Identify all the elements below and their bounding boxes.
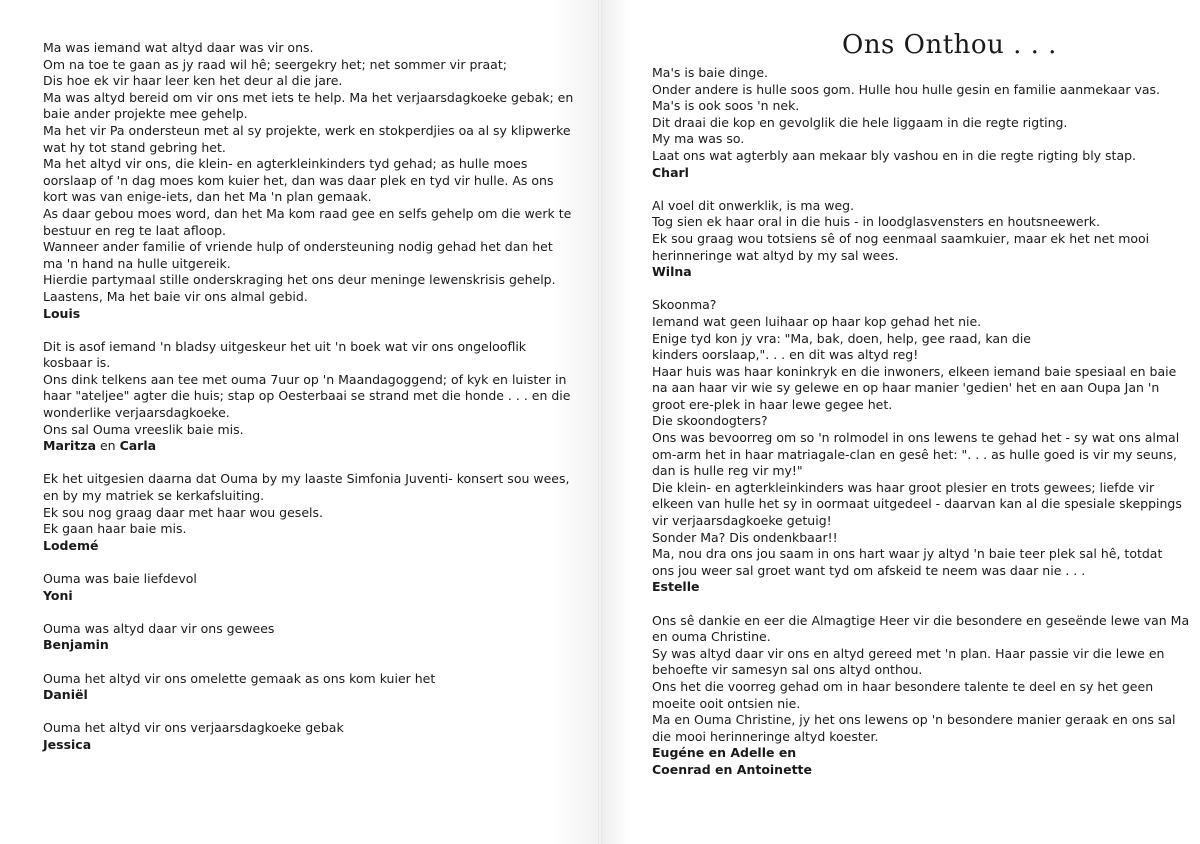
tribute-line: Ma en Ouma Christine, jy het ons lewens op 'n besondere manier geraak en ons sal [652,712,1176,728]
tribute-line: Ons sal Ouma vreeslik baie mis. [43,421,244,437]
signature-name: Carla [119,438,157,454]
tribute-line: Ouma was altyd daar vir ons gewees [43,620,275,636]
signature [43,438,588,455]
tribute-line: behoefte vir samesyn sal ons altyd onthou. [652,662,923,678]
tribute-line: Ek sou graag wou totsiens sê of nog eenmaal saamkuier, maar ek het net mooi [652,230,1150,246]
left-column [43,40,588,754]
tribute-yoni [43,571,588,604]
tribute-line: Ma het vir Pa ondersteun met al sy projekte, werk en stokperdjies oa al sy klipwerke [43,122,571,138]
tribute-line: Hierdie partymaal stille onderskraging het ons deur meninge lewenskrisis gehelp. [43,272,556,288]
tribute-line: dan is hulle reg vir my!" [652,463,803,479]
tribute-line: Haar huis was haar koninkryk en die inwoners, elkeen iemand baie spesiaal en baie [652,363,1177,379]
tribute-line: Laastens, Ma het baie vir ons almal gebid. [43,288,308,304]
tribute-line: Ma het altyd vir ons, die klein- en agterkleinkinders tyd gehad; as hulle moes [43,156,528,172]
tribute-line: Ek sou nog graag daar met haar wou gesels. [43,504,323,520]
tribute-line: om-arm het in haar matriagale-clan en gesê het: ". . . as hulle goed is vir my seuns, [652,446,1177,462]
tribute-line: Dis hoe ek vir haar leer ken het deur al die jare. [43,73,343,89]
tribute-line: ons jou weer sal groet want tyd om afskeid te neem was daar nie . . . [652,562,1086,578]
tribute-line: moeite ooit ontsien nie. [652,695,801,711]
tribute-line: Ouma het altyd vir ons omelette gemaak as ons kom kuier het [43,670,436,686]
tribute-line: Sonder Ma? Dis ondenkbaar!! [652,529,838,545]
signature: Wilna [652,264,692,280]
tribute-line: kosbaar is. [43,355,111,371]
tribute-line: My ma was so. [652,131,745,147]
tribute-line: bestuur en reg te laat afloop. [43,222,227,238]
tribute-line: groot ere-plek in haar lewe gegee het. [652,396,893,412]
tribute-line: haar "ateljee" agter die huis; stap op Oesterbaai se strand met die honde . . . en die [43,388,571,404]
signature: Coenrad en Antoinette [652,761,812,777]
tribute-line: Tog sien ek haar oral in die huis - in loodglasvensters en houtsneewerk. [652,214,1100,230]
tribute-louis [43,40,588,322]
signature-name: Maritza [43,438,97,454]
page-title: Ons Onthou . . . [842,30,1057,60]
tribute-line: Wanneer ander familie of vriende hulp of ondersteuning nodig gehad het dan het [43,239,553,255]
tribute-line: oorslaap of 'n dag moes kom kuier het, dan was daar plek en tyd vir hulle. As ons [43,172,554,188]
signature-joiner: en [96,438,120,454]
tribute-line: Ma was altyd bereid om vir ons met iets te help. Ma het verjaarsdagkoeke gebak; en [43,89,574,105]
tribute-daniel [43,671,588,704]
tribute-line: Dit draai die kop en gevolglik die hele liggaam in die regte rigting. [652,114,1068,130]
tribute-line: Ma's is baie dinge. [652,65,768,80]
signature: Yoni [43,587,73,603]
tribute-lodeme [43,471,588,554]
signature: Charl [652,164,689,180]
signature: Jessica [43,736,92,752]
signature: Daniël [43,687,88,703]
tribute-line: baie ander projekte mee gehelp. [43,106,248,122]
tribute-line: Onder andere is hulle soos gom. Hulle hou hulle gesin en familie aanmekaar vas. [652,81,1161,97]
tribute-line: Al voel dit onwerklik, is ma weg. [652,197,855,213]
tribute-line: Enige tyd kon jy vra: "Ma, bak, doen, help, gee raad, kan die [652,330,1031,346]
signature: Eugéne en Adelle en [652,745,797,761]
tribute-line: Ouma het altyd vir ons verjaarsdagkoeke gebak [43,720,344,736]
signature: Benjamin [43,637,109,653]
tribute-charl [652,65,1182,181]
page-fold [598,0,602,844]
tribute-estelle [652,297,1182,596]
tribute-line: Om na toe te gaan as jy raad wil hê; seergekry het; net sommer vir praat; [43,56,507,72]
tribute-maritza-carla [43,339,588,455]
tribute-line: Die skoondogters? [652,413,768,429]
tribute-line: die mooi herinneringe altyd koester. [652,728,879,744]
signature: Louis [43,305,81,321]
tribute-line: Ek gaan haar baie mis. [43,521,187,537]
tribute-line: vir verjaarsdagkoeke getuig! [652,513,832,529]
tribute-benjamin [43,621,588,654]
tribute-line: na aan haar vir wie sy gelewe en op haar manier 'gedien' het en aan Oupa Jan 'n [652,380,1160,396]
tribute-line: As daar gebou moes word, dan het Ma kom raad gee en selfs gehelp om die werk te [43,205,572,221]
signature: Lodemé [43,537,99,553]
right-column [652,65,1190,779]
signature: Estelle [652,579,700,595]
tribute-line: Ons dink telkens aan tee met ouma 7uur op 'n Maandagoggend; of kyk en luister in [43,371,567,387]
tribute-line: Skoonma? [652,297,717,313]
tribute-line: Ons het die voorreg gehad om in haar besondere talente te deel en sy het geen [652,678,1154,694]
tribute-line: en by my matriek se kerkafsluiting. [43,488,265,504]
tribute-line: kinders oorslaap,". . . en dit was altyd reg! [652,347,919,363]
tribute-line: kort was van enige-iets, dan het Ma 'n plan gemaak. [43,189,372,205]
tribute-line: herinneringe wat altyd by my sal wees. [652,247,899,263]
tribute-line: Ma's is ook soos 'n nek. [652,98,800,114]
tribute-line: Ek het uitgesien daarna dat Ouma by my laaste Simfonia Juventi- konsert sou wees, [43,471,570,487]
tribute-line: Sy was altyd daar vir ons en altyd gereed met 'n plan. Haar passie vir die lewe en [652,645,1165,661]
tribute-line: wat hy tot stand gebring het. [43,139,226,155]
tribute-line: en ouma Christine. [652,629,771,645]
tribute-line: Ons sê dankie en eer die Almagtige Heer vir die besondere en geseënde lewe van Ma [652,612,1190,628]
tribute-jessica [43,720,588,753]
tribute-wilna [652,198,1182,281]
tribute-line: Die klein- en agterkleinkinders was haar groot plesier en trots gewees; liefde vir [652,479,1155,495]
tribute-line: wonderlike verjaarsdagkoeke. [43,405,230,421]
tribute-line: Iemand wat geen luihaar op haar kop gehad het nie. [652,313,982,329]
tribute-line: Ouma was baie liefdevol [43,571,197,586]
tribute-line: Laat ons wat agterbly aan mekaar bly vashou en in die regte rigting bly stap. [652,147,1137,163]
tribute-line: Ma, nou dra ons jou saam in ons hart waar jy altyd 'n baie teer plek sal hê, totdat [652,546,1163,562]
tribute-line: Ma was iemand wat altyd daar was vir ons. [43,40,314,55]
tribute-line: Dit is asof iemand 'n bladsy uitgeskeur het uit 'n boek wat vir ons ongelooflik [43,338,527,354]
tribute-line: Ons was bevoorreg om so 'n rolmodel in ons lewens te gehad het - sy wat ons almal [652,430,1180,446]
tribute-line: ma 'n hand na hulle uitgereik. [43,255,231,271]
tribute-eugene-coenrad [652,612,1190,779]
tribute-line: elkeen van hulle het sy in oormaat uitgedeel - daarvan kan al die spesiale skeppings [652,496,1182,512]
